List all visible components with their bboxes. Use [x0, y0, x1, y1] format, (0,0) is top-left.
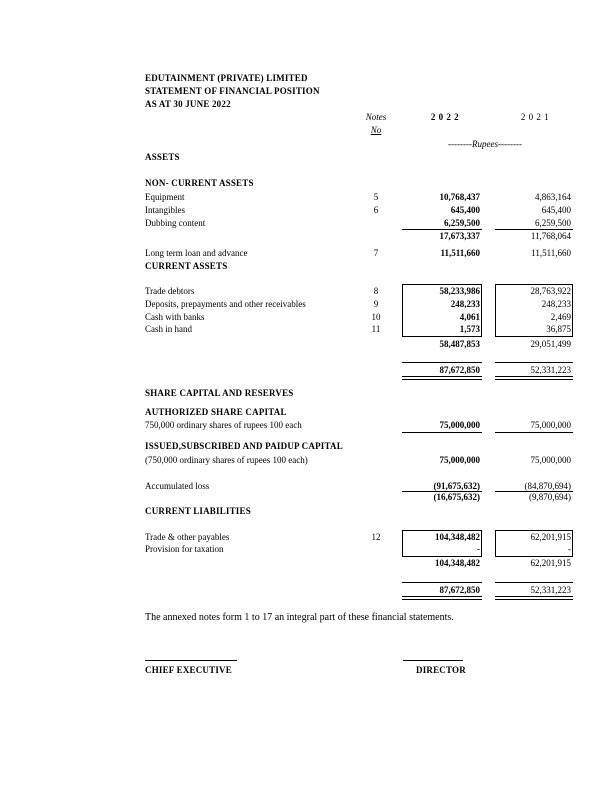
payables-note: 12 — [371, 532, 381, 542]
intangibles-2021: 645,400 — [541, 205, 571, 215]
notes-column-header: Notes — [365, 112, 387, 122]
dubbing-label: Dubbing content — [145, 218, 206, 228]
equipment-label: Equipment — [145, 192, 185, 202]
payables-label: Trade & other payables — [145, 532, 230, 542]
accumulated-loss-2022: (91,675,632) — [433, 481, 480, 491]
intangibles-note: 6 — [373, 205, 379, 215]
current-total-2022: 58,487,853 — [439, 339, 480, 349]
noncurrent-total-2021: 11,768,064 — [530, 231, 571, 241]
cash-hand-note: 11 — [371, 324, 381, 334]
cash-banks-2022: 4,061 — [459, 312, 480, 322]
accumulated-loss-label: Accumulated loss — [145, 481, 210, 491]
cash-hand-2022: 1,573 — [459, 324, 480, 334]
statement-title: STATEMENT OF FINANCIAL POSITION — [145, 86, 320, 96]
cash-hand-2021: 36,875 — [546, 324, 571, 334]
authorized-rule-2022 — [402, 432, 482, 433]
chief-executive-signature-line — [145, 660, 237, 661]
noncurrent-assets-heading: NON- CURRENT ASSETS — [145, 178, 254, 188]
payables-2021: 62,201,915 — [530, 532, 571, 542]
current-assets-heading: CURRENT ASSETS — [145, 261, 228, 271]
taxation-2022: - — [477, 544, 480, 554]
issued-capital-heading: ISSUED,SUBSCRIBED AND PAIDUP CAPITAL — [145, 441, 343, 451]
intangibles-label: Intangibles — [145, 205, 185, 215]
noncurrent-rule-2022 — [402, 229, 482, 230]
trade-debtors-label: Trade debtors — [145, 286, 195, 296]
deposits-2021: 248,233 — [541, 299, 571, 309]
authorized-2021: 75,000,000 — [530, 420, 571, 430]
cash-banks-label: Cash with banks — [145, 312, 205, 322]
issued-2022: 75,000,000 — [439, 455, 480, 465]
currency-label: --------Rupees-------- — [448, 139, 522, 149]
assets-total-top-rule-2022 — [402, 362, 482, 363]
dubbing-2022: 6,259,500 — [444, 218, 480, 228]
assets-total-double-rule-2021 — [495, 376, 573, 380]
authorized-rule-2021 — [495, 432, 573, 433]
liabilities-subtotal-2021: 62,201,915 — [530, 558, 571, 568]
issued-label: (750,000 ordinary shares of rupees 100 each) — [145, 455, 308, 465]
director-label: DIRECTOR — [416, 665, 466, 675]
annexed-notes-text: The annexed notes form 1 to 17 an integral part of these financial statements. — [145, 612, 454, 623]
current-total-2021: 29,051,499 — [530, 339, 571, 349]
liabilities-subtotal-2022: 104,348,482 — [435, 558, 480, 568]
intangibles-2022: 645,400 — [450, 205, 480, 215]
grand-total-top-rule-2021 — [495, 582, 573, 583]
deposits-2022: 248,233 — [450, 299, 480, 309]
deposits-note: 9 — [373, 299, 379, 309]
director-signature-line — [403, 660, 463, 661]
authorized-label: 750,000 ordinary shares of rupees 100 each — [145, 420, 302, 430]
grand-total-top-rule-2022 — [402, 582, 482, 583]
issued-2021: 75,000,000 — [530, 455, 571, 465]
loan-2022: 11,511,660 — [440, 248, 480, 258]
trade-debtors-2021: 28,763,922 — [530, 286, 571, 296]
authorized-2022: 75,000,000 — [439, 420, 480, 430]
trade-debtors-note: 8 — [373, 286, 379, 296]
loan-2021: 11,511,660 — [531, 248, 571, 258]
payables-2022: 104,348,482 — [435, 532, 480, 542]
cash-hand-label: Cash in hand — [145, 324, 192, 334]
equipment-2021: 4,863,164 — [535, 192, 571, 202]
equity-total-2021: (9,870,694) — [529, 492, 571, 502]
assets-total-top-rule-2021 — [495, 362, 573, 363]
taxation-label: Provision for taxation — [145, 544, 224, 554]
trade-debtors-2022: 58,233,986 — [439, 286, 480, 296]
authorized-capital-heading: AUTHORIZED SHARE CAPITAL — [145, 407, 287, 417]
grand-total-2022: 87,672,850 — [439, 585, 480, 595]
year-prior-header: 2 0 2 1 — [520, 112, 550, 122]
noncurrent-total-2022: 17,673,337 — [439, 231, 480, 241]
total-assets-2022: 87,672,850 — [439, 365, 480, 375]
statement-date: AS AT 30 JUNE 2022 — [145, 99, 231, 109]
grand-total-2021: 52,331,223 — [530, 585, 571, 595]
grand-total-double-rule-2022 — [402, 596, 482, 600]
assets-total-double-rule-2022 — [402, 376, 482, 380]
total-assets-2021: 52,331,223 — [530, 365, 571, 375]
noncurrent-rule-2021 — [495, 229, 573, 230]
equipment-note: 5 — [373, 192, 379, 202]
grand-total-double-rule-2021 — [495, 596, 573, 600]
current-liabilities-heading: CURRENT LIABILITIES — [145, 506, 251, 516]
cash-banks-2021: 2,469 — [550, 312, 571, 322]
taxation-2021: - — [568, 544, 571, 554]
company-name: EDUTAINMENT (PRIVATE) LIMITED — [145, 73, 308, 83]
deposits-label: Deposits, prepayments and other receivables — [145, 299, 306, 309]
chief-executive-label: CHIEF EXECUTIVE — [145, 665, 232, 675]
accumulated-loss-2021: (84,870,694) — [524, 481, 571, 491]
dubbing-2021: 6,259,500 — [535, 218, 571, 228]
equipment-2022: 10,768,437 — [439, 192, 480, 202]
cash-banks-note: 10 — [371, 312, 381, 322]
year-current-header: 2 0 2 2 — [430, 112, 460, 122]
loan-label: Long term loan and advance — [145, 248, 248, 258]
no-column-header: No — [370, 125, 382, 135]
equity-total-2022: (16,675,632) — [433, 492, 480, 502]
assets-heading: ASSETS — [145, 152, 180, 162]
equity-heading: SHARE CAPITAL AND RESERVES — [145, 388, 294, 398]
loan-note: 7 — [373, 248, 379, 258]
